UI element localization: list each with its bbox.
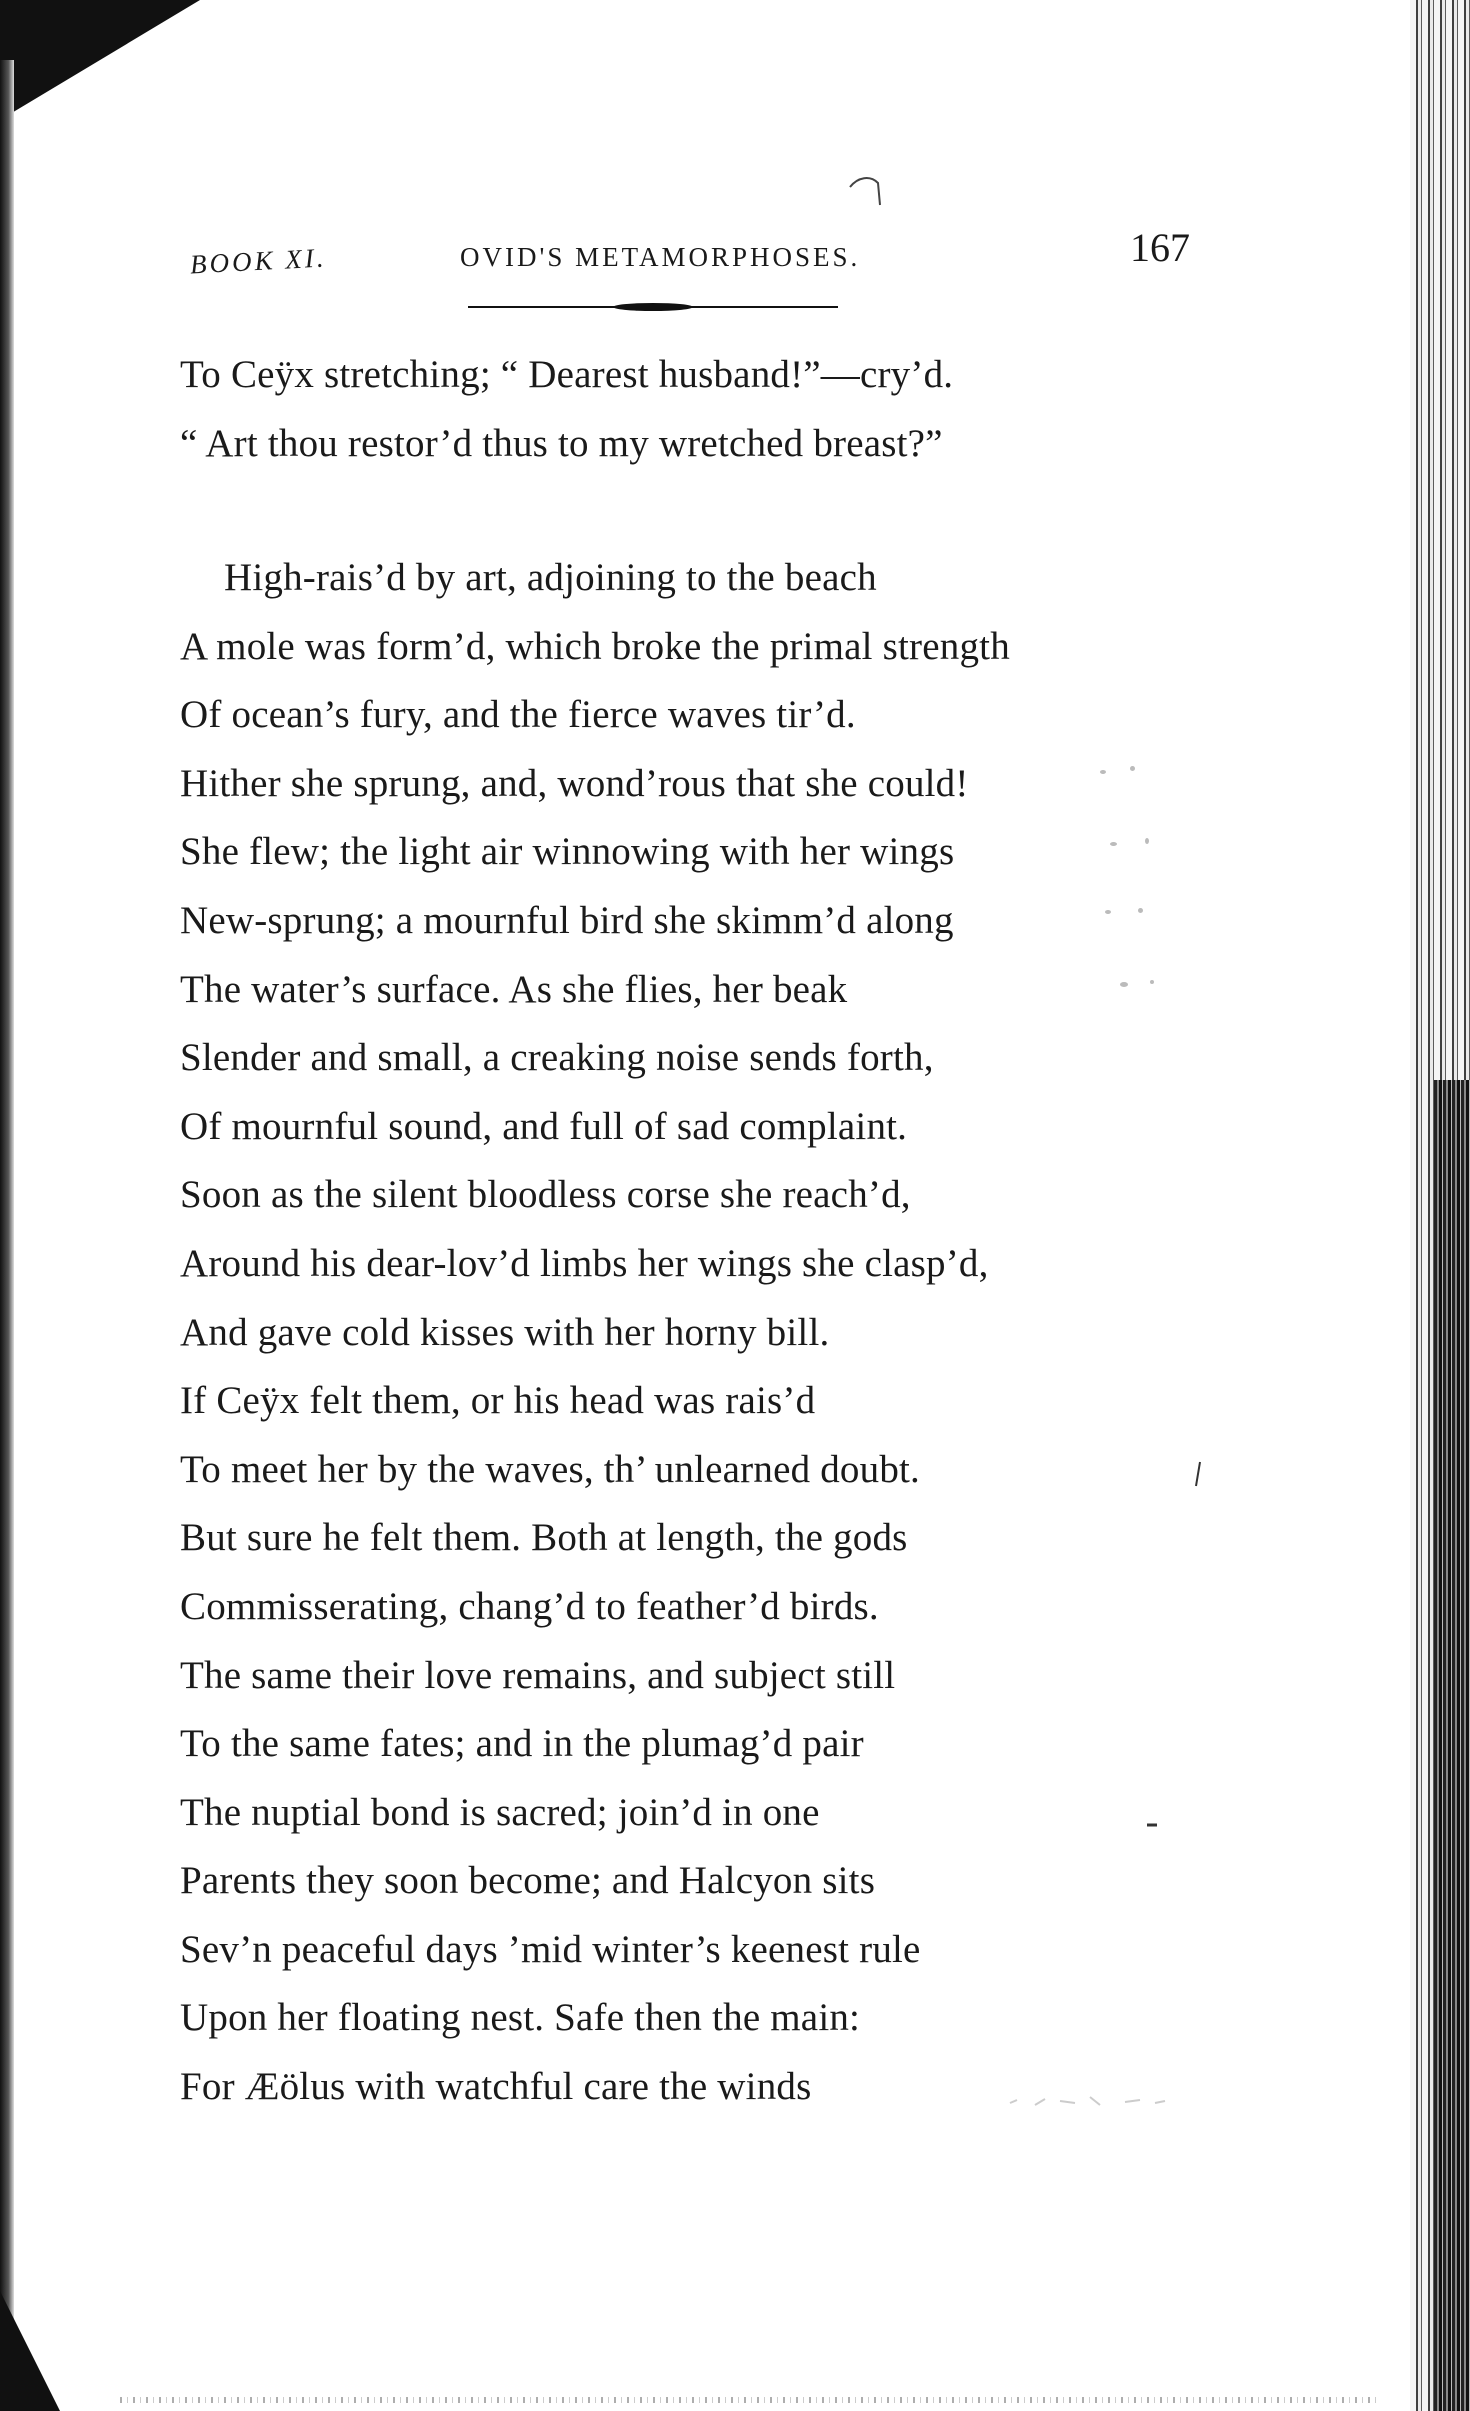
verse-continuation [180,341,1160,478]
scan-left-edge [0,60,14,2411]
verse-line: Hither she sprung, and, wond’rous that she could! [180,761,969,805]
faint-bleed-text [1005,2085,1175,2115]
book-label: BOOK XI. [189,242,328,280]
bleed-speck [1105,910,1111,914]
verse-line: New-sprung; a mournful bird she skimm’d along [180,898,954,942]
verse-line: Commisserating, chang’d to feather’d birds. [180,1584,879,1628]
verse-line: She flew; the light air winnowing with her wings [180,830,955,874]
rule-ornament [613,303,693,311]
bleed-speck [1100,770,1106,774]
scan-bottom-left-shadow [0,2291,60,2411]
verse-line: Of ocean’s fury, and the fierce waves tir’d. [180,693,856,737]
scan-bottom-noise [120,2397,1380,2403]
verse-line: Soon as the silent bloodless corse she reach’d, [180,1173,911,1217]
verse-line: If Ceÿx felt them, or his head was rais’d [180,1379,816,1423]
verse-line: To meet her by the waves, th’ unlearned doubt. [180,1447,921,1491]
verse-line: The water’s surface. As she flies, her beak [180,967,848,1011]
running-head [180,222,1190,282]
bleed-speck [1130,766,1135,771]
verse-line: The nuptial bond is sacred; join’d in one [180,1790,820,1834]
ink-bleed-through [1090,760,1200,1020]
verse-line: Around his dear-lov’d limbs her wings she clasp’d, [180,1241,989,1285]
running-title: OVID'S METAMORPHOSES. [460,242,861,272]
margin-tick-mark [1190,1460,1210,1490]
scan-corner-shadow [0,0,200,120]
bleed-speck [1138,908,1143,913]
verse-paragraph [180,544,1160,2122]
verse-line: A mole was form’d, which broke the primal strength [180,624,1010,668]
verse-line: But sure he felt them. Both at length, the gods [180,1516,908,1560]
verse-line: Upon her floating nest. Safe then the main: [180,1996,861,2040]
verse-line: High-rais’d by art, adjoining to the beach [224,556,877,599]
bleed-speck [1120,982,1128,987]
verse-line: To the same fates; and in the plumag’d pair [180,1722,864,1766]
verse-line: For Æölus with watchful care the winds [180,2065,812,2109]
page-number: 167 [1130,225,1190,270]
verse-line: Of mournful sound, and full of sad complaint. [180,1104,908,1148]
verse-line: “ Art thou restor’d thus to my wretched breast?” [180,421,943,465]
margin-tick-mark [1145,1820,1159,1830]
header-rule [468,302,838,312]
verse-line: The same their love remains, and subject still [180,1653,896,1697]
verse-line: Parents they soon become; and Halcyon sits [180,1859,876,1903]
verse-line: To Ceÿx stretching; “ Dearest husband!”—cry’d. [180,353,954,396]
verse-line: And gave cold kisses with her horny bill. [180,1310,830,1354]
bleed-speck [1110,842,1117,846]
verse-line: Sev’n peaceful days ’mid winter’s keenest rule [180,1927,921,1971]
bleed-speck [1150,980,1154,984]
verse-line: Slender and small, a creaking noise sends forth, [180,1036,934,1080]
pencil-mark [848,175,888,209]
book-binding-shadow [1434,1080,1470,2411]
bleed-speck [1145,838,1149,844]
